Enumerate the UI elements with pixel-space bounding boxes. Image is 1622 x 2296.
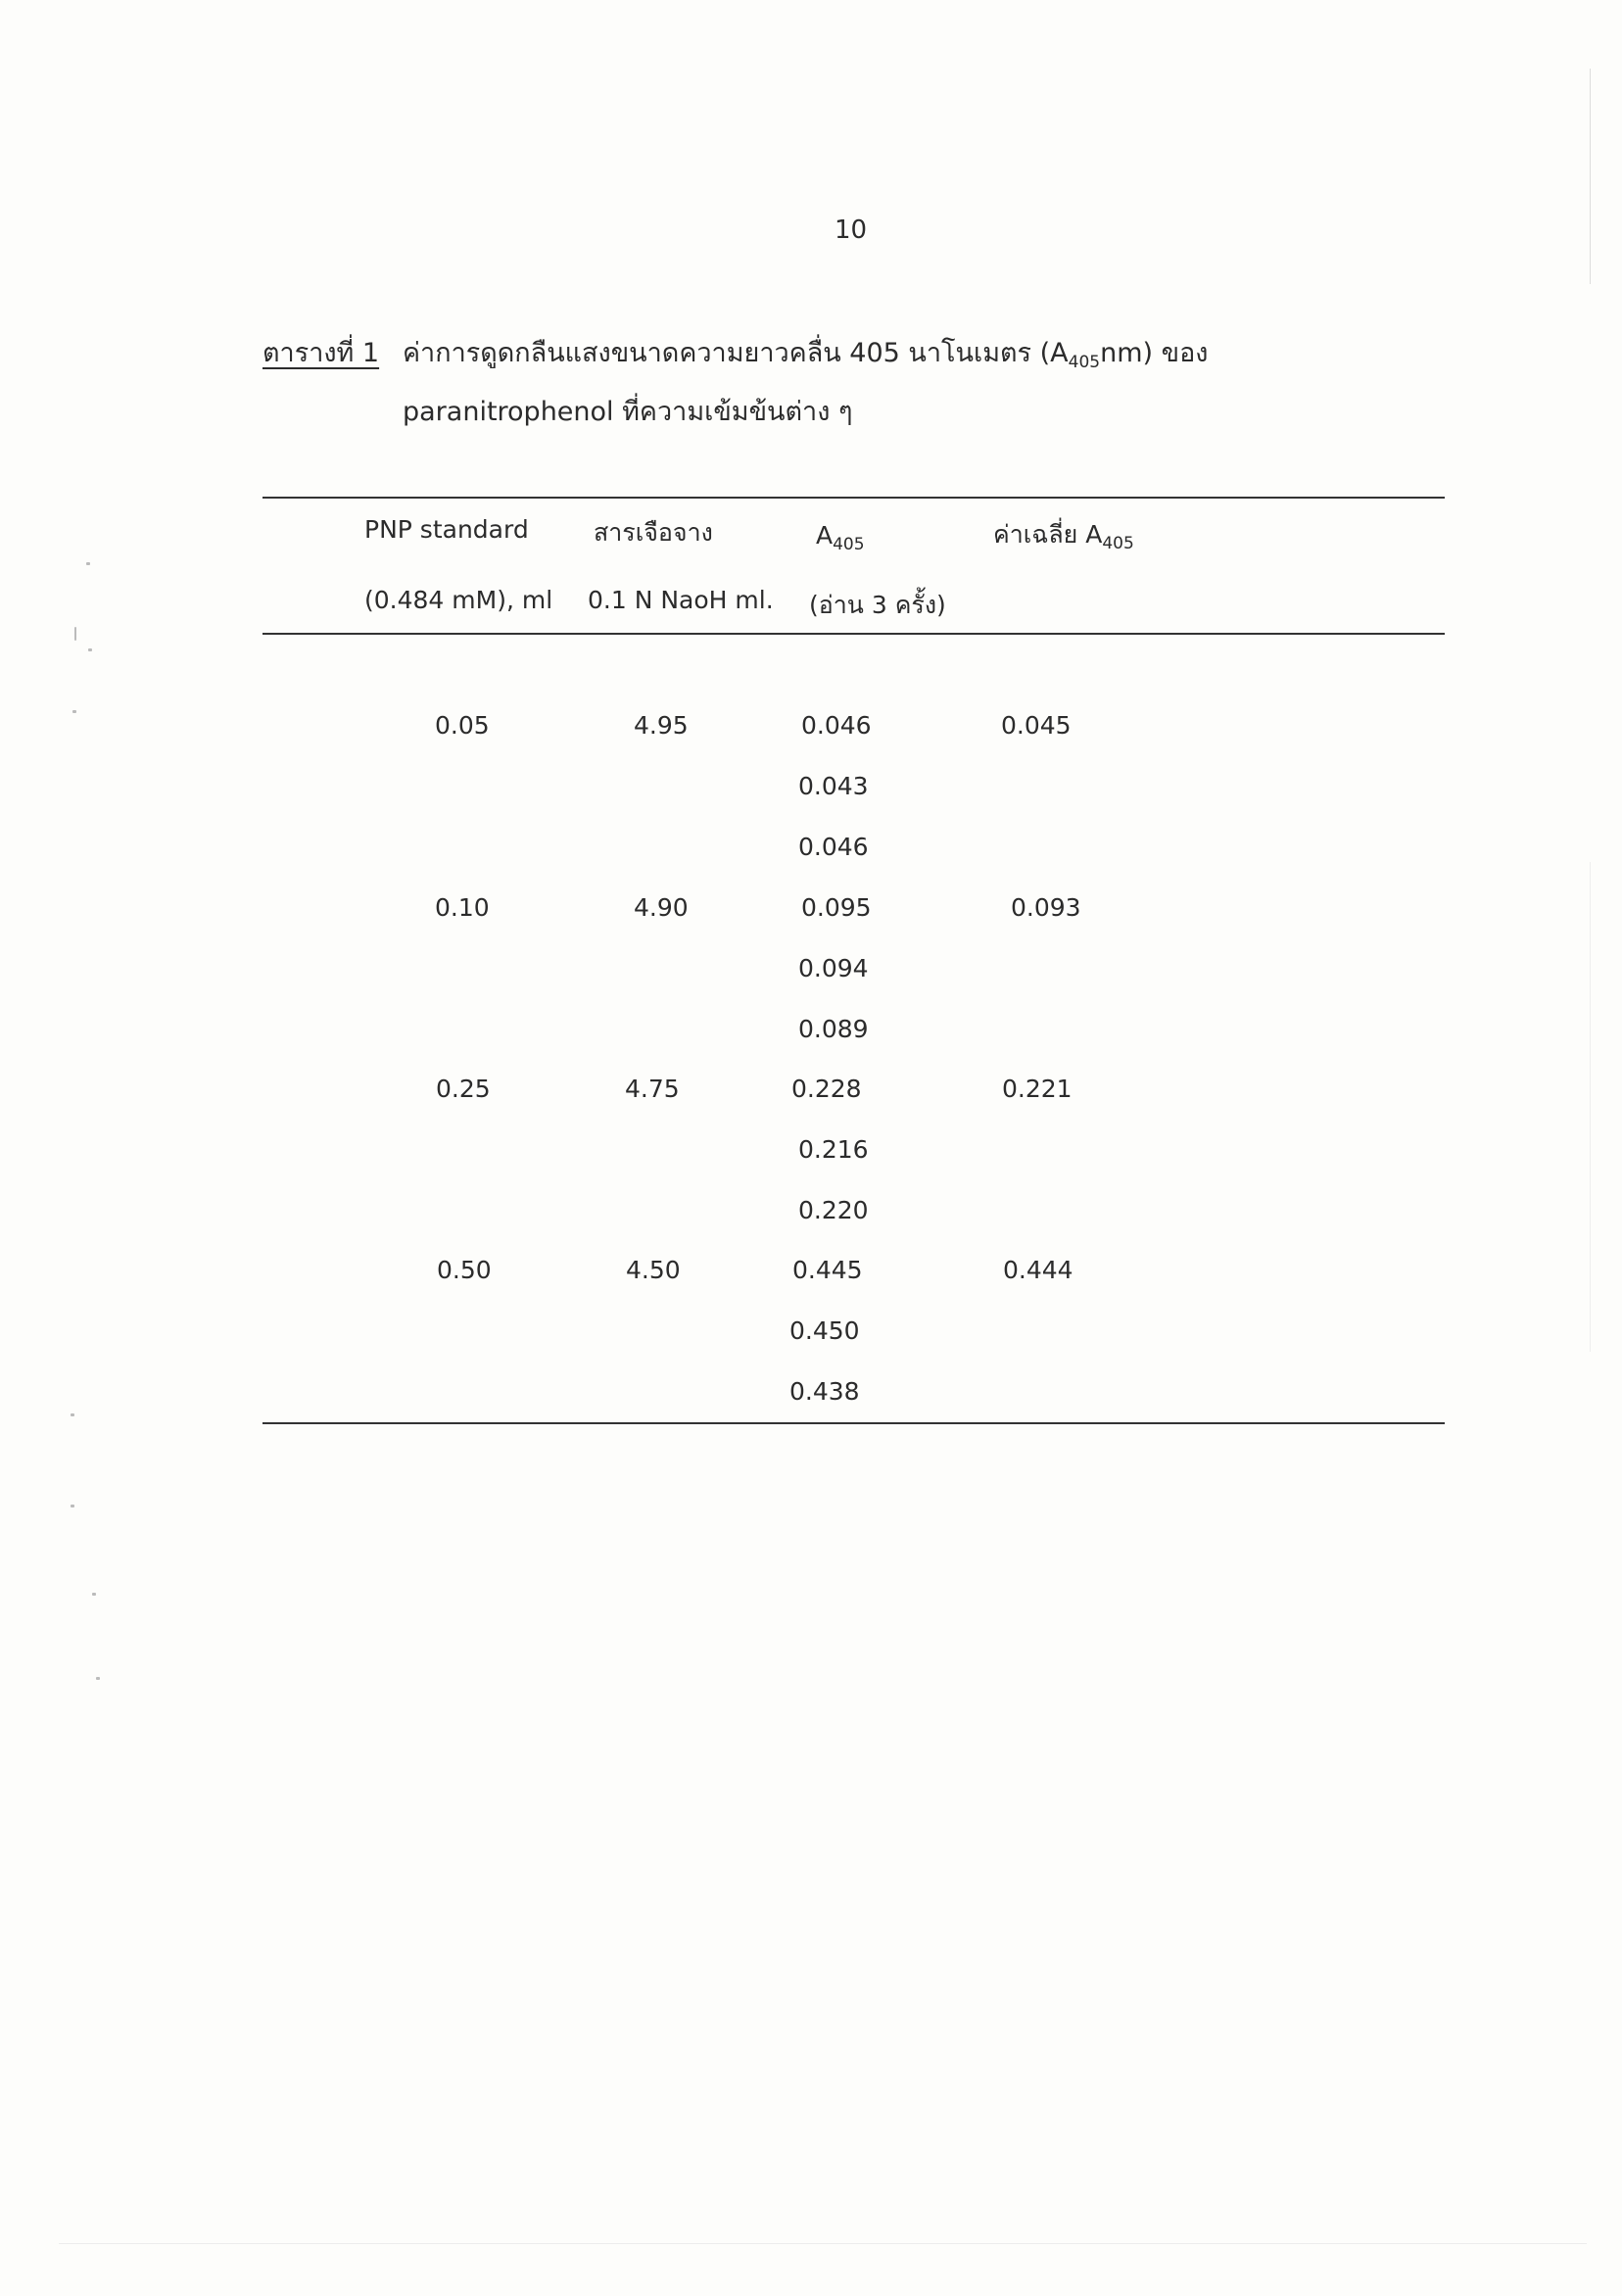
cell-diluent: 4.95 — [634, 711, 689, 740]
header-pnp-concentration: (0.484 mM), ml — [364, 586, 553, 614]
header-mean-absorbance: ค่าเฉลี่ย $A_{405}$ — [993, 520, 1134, 553]
cell-pnp: 0.25 — [436, 1075, 491, 1103]
cell-reading: 0.046 — [801, 711, 872, 740]
scan-speck — [74, 627, 76, 641]
scan-speck — [96, 1677, 100, 1680]
header-pnp-standard: PNP standard — [364, 515, 529, 544]
cell-reading: 0.094 — [798, 954, 869, 982]
cell-reading: 0.220 — [798, 1196, 869, 1224]
page-number: 10 — [835, 215, 868, 245]
scan-edge-line — [1590, 862, 1591, 1352]
scan-speck — [71, 1505, 74, 1507]
cell-reading: 0.438 — [789, 1377, 860, 1406]
cell-pnp: 0.50 — [437, 1256, 492, 1284]
header-diluent-unit: 0.1 N NaoH ml. — [588, 586, 774, 614]
cell-reading: 0.043 — [798, 772, 869, 800]
cell-reading: 0.445 — [792, 1256, 863, 1284]
header-diluent: สารเจือจาง — [594, 518, 713, 547]
scan-speck — [71, 1413, 74, 1416]
cell-diluent: 4.75 — [625, 1075, 680, 1103]
scan-speck — [86, 562, 90, 565]
header-readings-note: (อ่าน 3 ครั้ง) — [809, 591, 946, 619]
cell-mean: 0.045 — [1001, 711, 1072, 740]
table-top-rule — [262, 497, 1445, 499]
cell-reading: 0.216 — [798, 1135, 869, 1164]
cell-reading: 0.046 — [798, 833, 869, 861]
cell-mean: 0.093 — [1011, 893, 1081, 922]
header-absorbance: $A_{405}$ — [816, 521, 865, 554]
table-bottom-rule — [262, 1422, 1445, 1424]
table-caption-line2: paranitrophenol ที่ความเข้มข้นต่าง ๆ — [403, 397, 853, 427]
cell-reading: 0.095 — [801, 893, 872, 922]
cell-mean: 0.444 — [1003, 1256, 1073, 1284]
cell-reading: 0.089 — [798, 1015, 869, 1043]
cell-diluent: 4.50 — [626, 1256, 681, 1284]
scan-speck — [92, 1593, 96, 1596]
cell-pnp: 0.10 — [435, 893, 490, 922]
cell-mean: 0.221 — [1002, 1075, 1073, 1103]
table-caption-label: ตารางที่ 1 — [262, 338, 380, 368]
cell-pnp: 0.05 — [435, 711, 490, 740]
table-caption-text: ค่าการดูดกลืนแสงขนาดความยาวคลื่น 405 นาโนเมตร $(A_{405}nm)$ ของ — [403, 338, 1209, 372]
scan-bottom-edge — [59, 2243, 1587, 2244]
scan-speck — [88, 648, 92, 651]
cell-reading: 0.450 — [789, 1316, 860, 1345]
caption-subscript: 405 — [1068, 353, 1101, 372]
table-header-rule — [262, 633, 1445, 635]
cell-reading: 0.228 — [791, 1075, 862, 1103]
cell-diluent: 4.90 — [634, 893, 689, 922]
scan-speck — [72, 710, 76, 713]
scan-edge-line — [1590, 69, 1591, 284]
